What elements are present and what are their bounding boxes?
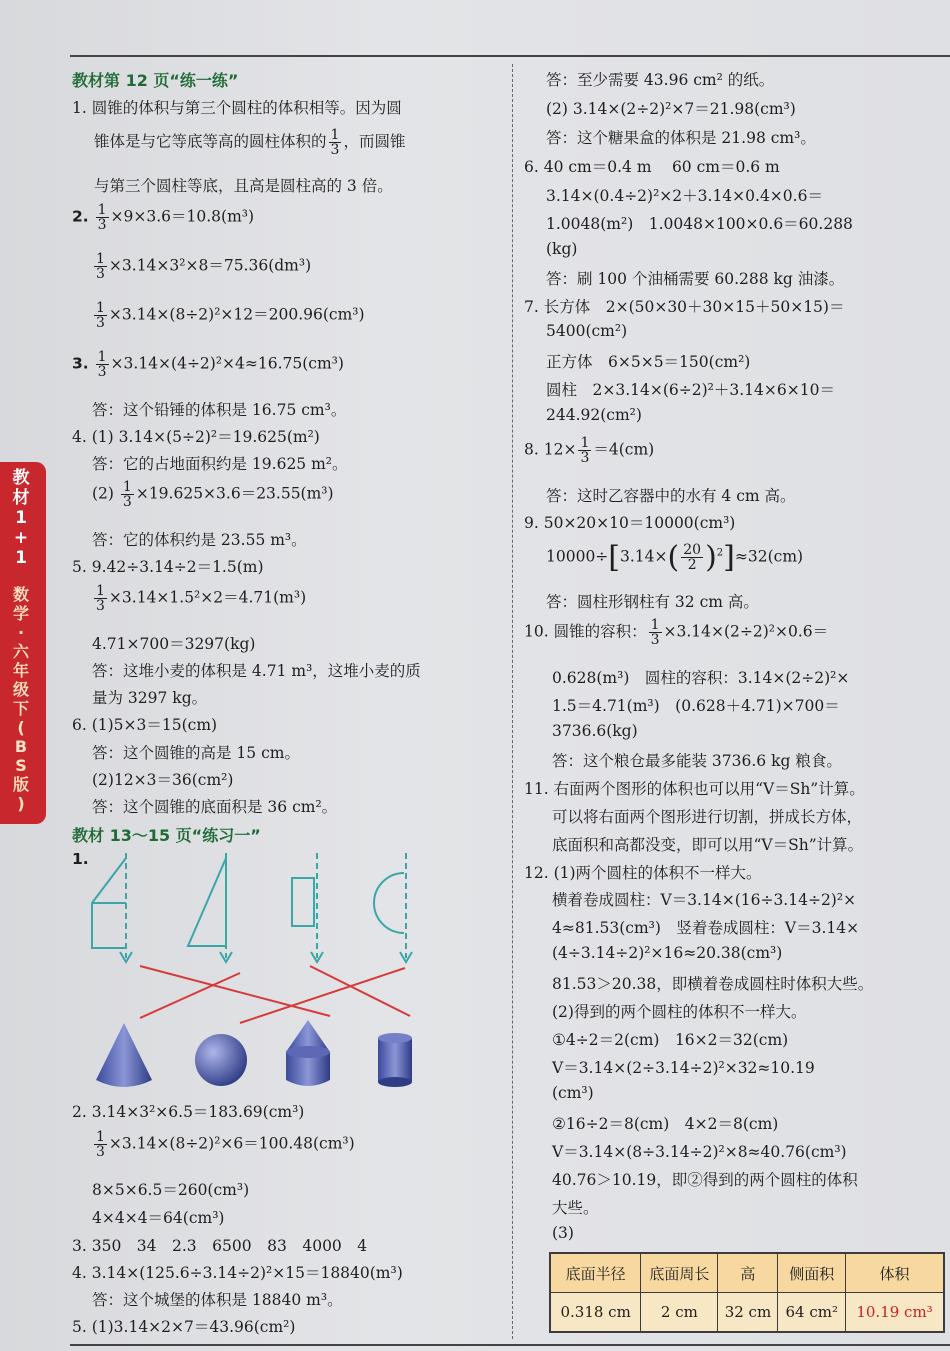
answer-line bbox=[92, 301, 365, 330]
answer-text: 8. 12× bbox=[524, 440, 577, 459]
sphere-solid bbox=[195, 1034, 247, 1086]
denominator: 3 bbox=[96, 1144, 105, 1160]
bottom-rule bbox=[70, 1344, 950, 1346]
answer-line: (3) bbox=[552, 1224, 574, 1242]
denominator: 3 bbox=[96, 266, 105, 282]
fraction bbox=[94, 1130, 107, 1159]
denominator: 3 bbox=[580, 450, 590, 466]
rotation-matching-figure bbox=[80, 848, 440, 1093]
table-cell: 32 cm bbox=[718, 1293, 778, 1333]
side-char: 教 bbox=[12, 468, 30, 488]
answer-line: 1.5＝4.71(m³) (0.628＋4.71)×700＝ bbox=[552, 697, 840, 715]
side-char: 级 bbox=[12, 680, 29, 699]
answer-line: 4. (1) 3.14×(5÷2)²＝19.625(m²) bbox=[72, 428, 320, 446]
answer-line: 大些。 bbox=[552, 1199, 599, 1217]
fraction bbox=[94, 584, 107, 613]
answer-line: 7. 长方体 2×(50×30＋30×15＋50×15)＝ bbox=[524, 298, 845, 316]
answer-line: 与第三个圆柱等底，且高是圆柱高的 3 倍。 bbox=[94, 177, 393, 195]
answer-text: ×3.14×(8÷2)²×6＝100.48(cm³) bbox=[108, 1134, 355, 1153]
side-char: ) bbox=[17, 794, 25, 813]
side-char: 学 bbox=[12, 604, 29, 623]
table-row bbox=[550, 1293, 944, 1333]
answer-line: (2) 3.14×(2÷2)²×7＝21.98(cm³) bbox=[546, 100, 796, 118]
answer-line: 2. 3.14×3²×6.5＝183.69(cm³) bbox=[72, 1103, 305, 1121]
denominator: 3 bbox=[650, 632, 660, 648]
side-char: S bbox=[15, 756, 27, 775]
numerator: 1 bbox=[330, 127, 340, 143]
answer-text: ×3.14×(8÷2)²×12＝200.96(cm³) bbox=[108, 305, 365, 324]
answer-line: 答：这个圆锥的高是 15 cm。 bbox=[92, 744, 300, 762]
answer-line: 12. (1)两个圆柱的体积不一样大。 bbox=[524, 864, 762, 882]
side-char: 数 bbox=[12, 585, 29, 604]
table-header-row bbox=[550, 1253, 944, 1293]
side-char: B bbox=[14, 737, 28, 756]
answer-line: 答：这个圆锥的底面积是 36 cm²。 bbox=[92, 798, 338, 816]
denominator: 3 bbox=[96, 315, 105, 331]
answer-line: 横着卷成圆柱：V＝3.14×(16÷3.14÷2)²× bbox=[552, 891, 857, 909]
answer-line: 40.76＞10.19，即②得到的两个圆柱的体积 bbox=[552, 1171, 858, 1189]
answer-line: 2. $\frac{1}{3}$ ×9×3.6＝10.8(m³) bbox=[72, 202, 255, 233]
answer-line: 3.14×(0.4÷2)²×2＋3.14×0.4×0.6＝ bbox=[546, 187, 823, 205]
answer-line: 5. (1)3.14×2×7＝43.96(cm²) bbox=[72, 1318, 296, 1336]
answer-line: V＝3.14×(2÷3.14÷2)²×32≈10.19 bbox=[552, 1059, 815, 1077]
answer-line bbox=[92, 252, 311, 281]
answer-line: 244.92(cm²) bbox=[546, 406, 642, 424]
section-heading: 教材第 12 页“练一练” bbox=[72, 71, 239, 90]
denominator: 2 bbox=[687, 557, 697, 573]
answer-text: ×3.14×(2÷2)²×0.6＝ bbox=[663, 622, 829, 641]
answer-text: 10000÷ bbox=[546, 547, 609, 566]
answer-line: 答：这个粮仓最多能装 3736.6 kg 粮食。 bbox=[552, 752, 842, 770]
answer-text: 3.14× bbox=[620, 547, 668, 566]
answer-line: ②16÷2＝8(cm) 4×2＝8(cm) bbox=[552, 1115, 779, 1133]
table-header-cell: 高 bbox=[718, 1253, 778, 1293]
answer-text: ＝4(cm) bbox=[593, 440, 655, 459]
answer-line: 3. 350 34 2.3 6500 83 4000 4 bbox=[72, 1237, 368, 1255]
answer-line: 4.71×700＝3297(kg) bbox=[92, 635, 256, 653]
denominator: 3 bbox=[330, 142, 340, 158]
answer-line: 3736.6(kg) bbox=[552, 722, 638, 740]
cylinder-solid bbox=[378, 1033, 412, 1087]
cylinder-data-table bbox=[549, 1252, 945, 1333]
fraction bbox=[681, 543, 703, 572]
answer-text: ≈32(cm) bbox=[734, 547, 804, 566]
answer-text: ×3.14×1.5²×2＝4.71(m³) bbox=[108, 588, 307, 607]
answer-text: ×19.625×3.6＝23.55(m³) bbox=[135, 484, 334, 503]
answer-line: 81.53＞20.38，即横着卷成圆柱时体积大些。 bbox=[552, 975, 874, 993]
answer-line bbox=[524, 436, 654, 465]
table-header-cell: 侧面积 bbox=[778, 1253, 846, 1293]
answer-text: ×3.14×(4÷2)²×4≈16.75(cm³) bbox=[110, 354, 344, 373]
answer-line: 4≈81.53(cm³) 竖着卷成圆柱：V＝3.14× bbox=[552, 919, 860, 937]
numerator: 1 bbox=[96, 583, 105, 599]
answer-line: 量为 3297 kg。 bbox=[92, 689, 208, 707]
plane-shape-4 bbox=[374, 853, 412, 962]
side-tab-book-label bbox=[8, 468, 34, 568]
answer-line: 答：这时乙容器中的水有 4 cm 高。 bbox=[546, 487, 796, 505]
table-cell: 64 cm² bbox=[778, 1293, 846, 1333]
answer-line: (2)得到的两个圆柱的体积不一样大。 bbox=[552, 1003, 807, 1021]
side-char: 版 bbox=[12, 775, 29, 794]
side-char: · bbox=[17, 623, 25, 642]
answer-line: 答：这个铅锤的体积是 16.75 cm³。 bbox=[92, 401, 347, 419]
side-char: 六 bbox=[12, 642, 29, 661]
answer-line bbox=[524, 618, 828, 647]
answer-line: 答：这个城堡的体积是 18840 m³。 bbox=[92, 1291, 343, 1309]
answer-text: 10. 圆锥的容积： bbox=[524, 622, 647, 641]
side-char: 1 bbox=[15, 548, 27, 568]
fraction bbox=[96, 350, 109, 379]
fraction bbox=[649, 618, 662, 647]
answer-line: (kg) bbox=[546, 240, 578, 258]
side-tab-subject-label bbox=[8, 585, 34, 825]
plane-shape-3 bbox=[292, 853, 323, 962]
answer-text: (2) bbox=[92, 484, 114, 503]
denominator: 3 bbox=[97, 364, 107, 380]
answer-line: 答：圆柱形钢柱有 32 cm 高。 bbox=[546, 593, 759, 611]
answer-text: 锥体是与它等底等高的圆柱体积的 bbox=[94, 132, 327, 151]
answer-text: ×9×3.6＝10.8(m³) bbox=[110, 207, 255, 226]
table-header-cell: 体积 bbox=[846, 1253, 944, 1293]
top-rule bbox=[70, 55, 950, 57]
plane-shape-1 bbox=[92, 853, 132, 962]
fraction bbox=[578, 436, 591, 465]
table-header-cell: 底面半径 bbox=[550, 1253, 641, 1293]
answer-line: 0.628(m³) 圆柱的容积：3.14×(2÷2)²× bbox=[552, 669, 850, 687]
answer-line: 答：刷 100 个油桶需要 60.288 kg 油漆。 bbox=[546, 270, 845, 288]
fraction bbox=[94, 301, 107, 330]
answer-line: 1. 圆锥的体积与第三个圆柱的体积相等。因为圆 bbox=[72, 99, 402, 117]
answer-line: 11. 右面两个图形的体积也可以用“V＝Sh”计算。 bbox=[524, 780, 865, 798]
answer-line: 可以将右面两个图形进行切割，拼成长方体， bbox=[552, 808, 863, 826]
answer-line: 9. 50×20×10＝10000(cm³) bbox=[524, 514, 736, 532]
answer-line: 正方体 6×5×5＝150(cm²) bbox=[546, 353, 751, 371]
answer-line bbox=[92, 480, 334, 509]
table-cell: 0.318 cm bbox=[550, 1293, 641, 1333]
answer-line: 1. bbox=[72, 850, 89, 868]
answer-line: 答：至少需要 43.96 cm² 的纸。 bbox=[546, 71, 775, 89]
answer-line: 圆柱 2×3.14×(6÷2)²＋3.14×6×10＝ bbox=[546, 381, 835, 399]
column-divider bbox=[512, 64, 513, 1339]
answer-line: 5. 9.42÷3.14÷2＝1.5(m) bbox=[72, 558, 264, 576]
numerator: 1 bbox=[97, 202, 107, 218]
answer-line bbox=[92, 584, 306, 613]
numerator: 1 bbox=[650, 617, 660, 633]
denominator: 3 bbox=[97, 217, 107, 233]
table-header-cell: 底面周长 bbox=[641, 1253, 718, 1293]
answer-line: 答：这个糖果盒的体积是 21.98 cm³。 bbox=[546, 129, 816, 147]
numerator: 1 bbox=[97, 349, 107, 365]
side-char: 下 bbox=[12, 699, 29, 718]
answer-line: 底面积和高都没变，即可以用“V＝Sh”计算。 bbox=[552, 836, 864, 854]
answer-line bbox=[92, 1130, 355, 1159]
denominator: 3 bbox=[122, 494, 132, 510]
fraction bbox=[96, 203, 109, 232]
answer-line: (2)12×3＝36(cm²) bbox=[92, 771, 234, 789]
side-char: ( bbox=[17, 718, 25, 737]
side-char: 材 bbox=[12, 488, 30, 508]
answer-text: ×3.14×3²×8＝75.36(dm³) bbox=[108, 256, 312, 275]
fraction bbox=[121, 480, 134, 509]
answer-line: (4÷3.14÷2)²×16≈20.38(cm³) bbox=[552, 944, 783, 962]
answer-line: 8×5×6.5＝260(cm³) bbox=[92, 1181, 250, 1199]
answer-line: 4. 3.14×(125.6÷3.14÷2)²×15＝18840(m³) bbox=[72, 1264, 403, 1282]
answer-line: 10000÷[3.14×( $\frac{20}{2}$ )$^2$]≈32(cm) bbox=[546, 540, 804, 575]
answer-line: 答：它的体积约是 23.55 m³。 bbox=[92, 531, 307, 549]
side-char: + bbox=[13, 528, 29, 548]
matching-lines bbox=[140, 966, 410, 1023]
answer-line: 1.0048(m²) 1.0048×100×0.6＝60.288 bbox=[546, 215, 853, 233]
answer-line: 3. $\frac{1}{3}$ ×3.14×(4÷2)²×4≈16.75(cm³) bbox=[72, 349, 344, 380]
numerator: 1 bbox=[580, 435, 590, 451]
table-cell: 10.19 cm³ bbox=[846, 1293, 944, 1333]
answer-text: ，而圆锥 bbox=[343, 132, 406, 151]
numerator: 1 bbox=[96, 1129, 105, 1145]
answer-line: 6. 40 cm＝0.4 m 60 cm＝0.6 m bbox=[524, 158, 780, 176]
section-heading: 教材 13～15 页“练习一” bbox=[72, 826, 261, 845]
fraction bbox=[329, 128, 342, 157]
side-char: 1 bbox=[15, 508, 27, 528]
answer-line: 答：它的占地面积约是 19.625 m²。 bbox=[92, 455, 348, 473]
answer-line: 5400(cm²) bbox=[546, 322, 628, 340]
answer-line: 答：这堆小麦的体积是 4.71 m³，这堆小麦的质 bbox=[92, 662, 421, 680]
cone-solid bbox=[96, 1023, 152, 1087]
denominator: 3 bbox=[96, 598, 105, 614]
answer-line: 6. (1)5×3＝15(cm) bbox=[72, 716, 218, 734]
table-cell: 2 cm bbox=[641, 1293, 718, 1333]
plane-shape-2 bbox=[188, 853, 232, 962]
numerator: 1 bbox=[96, 251, 105, 267]
fraction bbox=[94, 252, 107, 281]
answer-line bbox=[94, 128, 405, 157]
numerator: 20 bbox=[683, 542, 702, 558]
numerator: 1 bbox=[122, 479, 132, 495]
side-char: 年 bbox=[12, 661, 29, 680]
cone-cylinder-solid bbox=[286, 1020, 330, 1086]
numerator: 1 bbox=[96, 300, 105, 316]
answer-line: V＝3.14×(8÷3.14÷2)²×8≈40.76(cm³) bbox=[552, 1143, 847, 1161]
answer-line: (cm³) bbox=[552, 1084, 594, 1102]
answer-line: ①4÷2＝2(cm) 16×2＝32(cm) bbox=[552, 1031, 789, 1049]
answer-line: 4×4×4＝64(cm³) bbox=[92, 1209, 225, 1227]
